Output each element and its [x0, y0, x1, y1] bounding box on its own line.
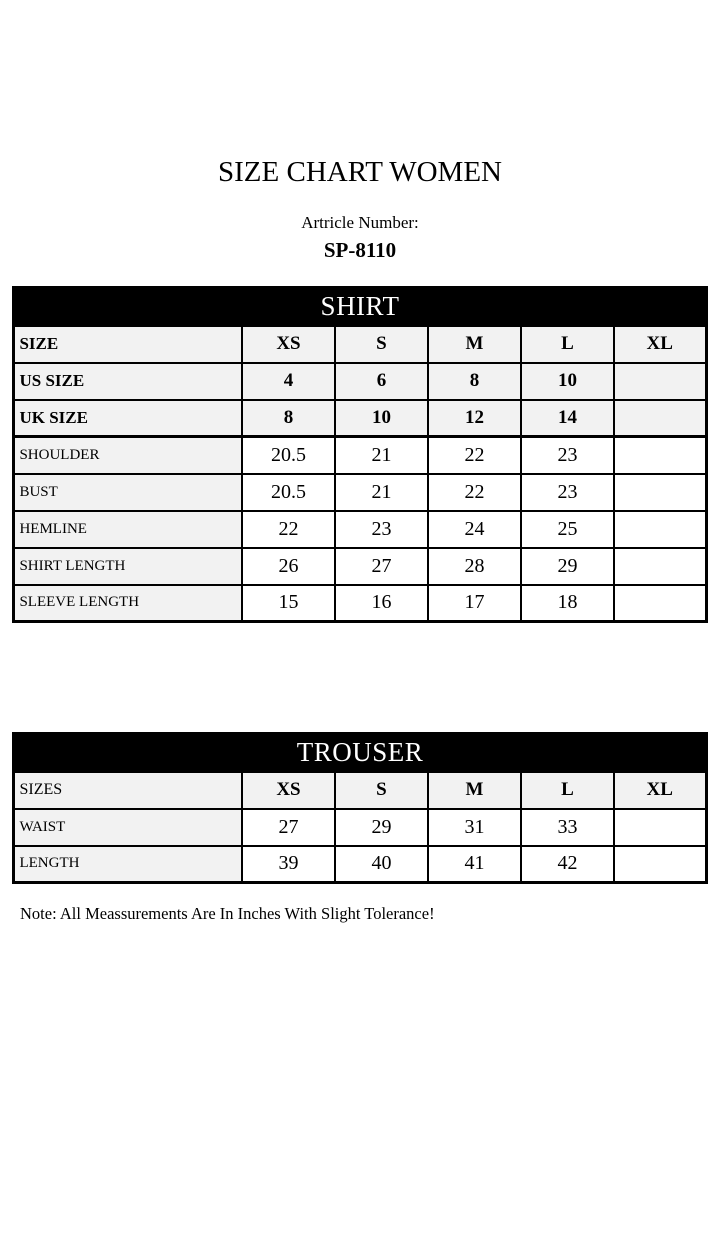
value-cell — [614, 809, 706, 846]
value-cell: 33 — [521, 809, 614, 846]
value-cell: XL — [614, 772, 706, 809]
row-label-cell: SIZES — [14, 772, 242, 809]
value-cell: 27 — [335, 548, 428, 585]
measurement-note: Note: All Meassurements Are In Inches With Slight Tolerance! — [20, 904, 435, 923]
table-row — [14, 437, 706, 474]
value-cell: 27 — [242, 809, 335, 846]
value-cell: 28 — [428, 548, 521, 585]
value-cell: 22 — [428, 474, 521, 511]
value-cell: 6 — [335, 363, 428, 400]
value-cell: 12 — [428, 400, 521, 437]
value-cell: M — [428, 326, 521, 363]
value-cell: S — [335, 772, 428, 809]
value-cell: 25 — [521, 511, 614, 548]
trouser-size-table — [12, 732, 707, 884]
value-cell: 29 — [335, 809, 428, 846]
value-cell: 21 — [335, 437, 428, 474]
value-cell — [614, 846, 706, 883]
table-row — [14, 809, 706, 846]
value-cell: 20.5 — [242, 474, 335, 511]
table-row — [14, 846, 706, 883]
table-row — [14, 363, 706, 400]
row-label-cell: US SIZE — [14, 363, 242, 400]
value-cell — [614, 437, 706, 474]
value-cell — [614, 548, 706, 585]
table-title-row — [14, 734, 706, 772]
value-cell: XS — [242, 772, 335, 809]
value-cell: M — [428, 772, 521, 809]
value-cell: 40 — [335, 846, 428, 883]
value-cell: 14 — [521, 400, 614, 437]
table-row — [14, 326, 706, 363]
article-number-value: SP-8110 — [323, 238, 397, 262]
value-cell: 16 — [335, 585, 428, 622]
value-cell — [614, 474, 706, 511]
trouser-table-title: TROUSER — [14, 734, 706, 772]
value-cell — [614, 511, 706, 548]
value-cell: 29 — [521, 548, 614, 585]
value-cell: 4 — [242, 363, 335, 400]
shirt-size-table — [12, 286, 707, 623]
value-cell — [614, 585, 706, 622]
table-row — [14, 474, 706, 511]
row-label-cell: BUST — [14, 474, 242, 511]
row-label-cell: WAIST — [14, 809, 242, 846]
value-cell: 18 — [521, 585, 614, 622]
value-cell: L — [521, 326, 614, 363]
value-cell: 23 — [521, 437, 614, 474]
value-cell: 23 — [521, 474, 614, 511]
table-title-row — [14, 288, 706, 326]
value-cell: 10 — [335, 400, 428, 437]
value-cell: XL — [614, 326, 706, 363]
table-row — [14, 548, 706, 585]
value-cell: 10 — [521, 363, 614, 400]
row-label-cell: UK SIZE — [14, 400, 242, 437]
table-row — [14, 400, 706, 437]
value-cell: 23 — [335, 511, 428, 548]
value-cell: 39 — [242, 846, 335, 883]
value-cell: 21 — [335, 474, 428, 511]
value-cell: 17 — [428, 585, 521, 622]
value-cell: 26 — [242, 548, 335, 585]
row-label-cell: SHOULDER — [14, 437, 242, 474]
value-cell: XS — [242, 326, 335, 363]
value-cell: 8 — [428, 363, 521, 400]
row-label-cell: SHIRT LENGTH — [14, 548, 242, 585]
value-cell: 8 — [242, 400, 335, 437]
value-cell: 24 — [428, 511, 521, 548]
value-cell: S — [335, 326, 428, 363]
value-cell — [614, 400, 706, 437]
table-row — [14, 585, 706, 622]
value-cell: 42 — [521, 846, 614, 883]
page-title: SIZE CHART WOMEN — [218, 156, 502, 188]
table-row — [14, 772, 706, 809]
value-cell: 22 — [242, 511, 335, 548]
value-cell: 20.5 — [242, 437, 335, 474]
row-label-cell: LENGTH — [14, 846, 242, 883]
value-cell — [614, 363, 706, 400]
value-cell: 22 — [428, 437, 521, 474]
value-cell: 15 — [242, 585, 335, 622]
value-cell: L — [521, 772, 614, 809]
value-cell: 41 — [428, 846, 521, 883]
shirt-table-title: SHIRT — [14, 288, 706, 326]
article-number-label: Artricle Number: — [301, 213, 419, 232]
table-row — [14, 511, 706, 548]
row-label-cell: SLEEVE LENGTH — [14, 585, 242, 622]
size-chart-document — [0, 155, 720, 1235]
value-cell: 31 — [428, 809, 521, 846]
row-label-cell: SIZE — [14, 326, 242, 363]
row-label-cell: HEMLINE — [14, 511, 242, 548]
